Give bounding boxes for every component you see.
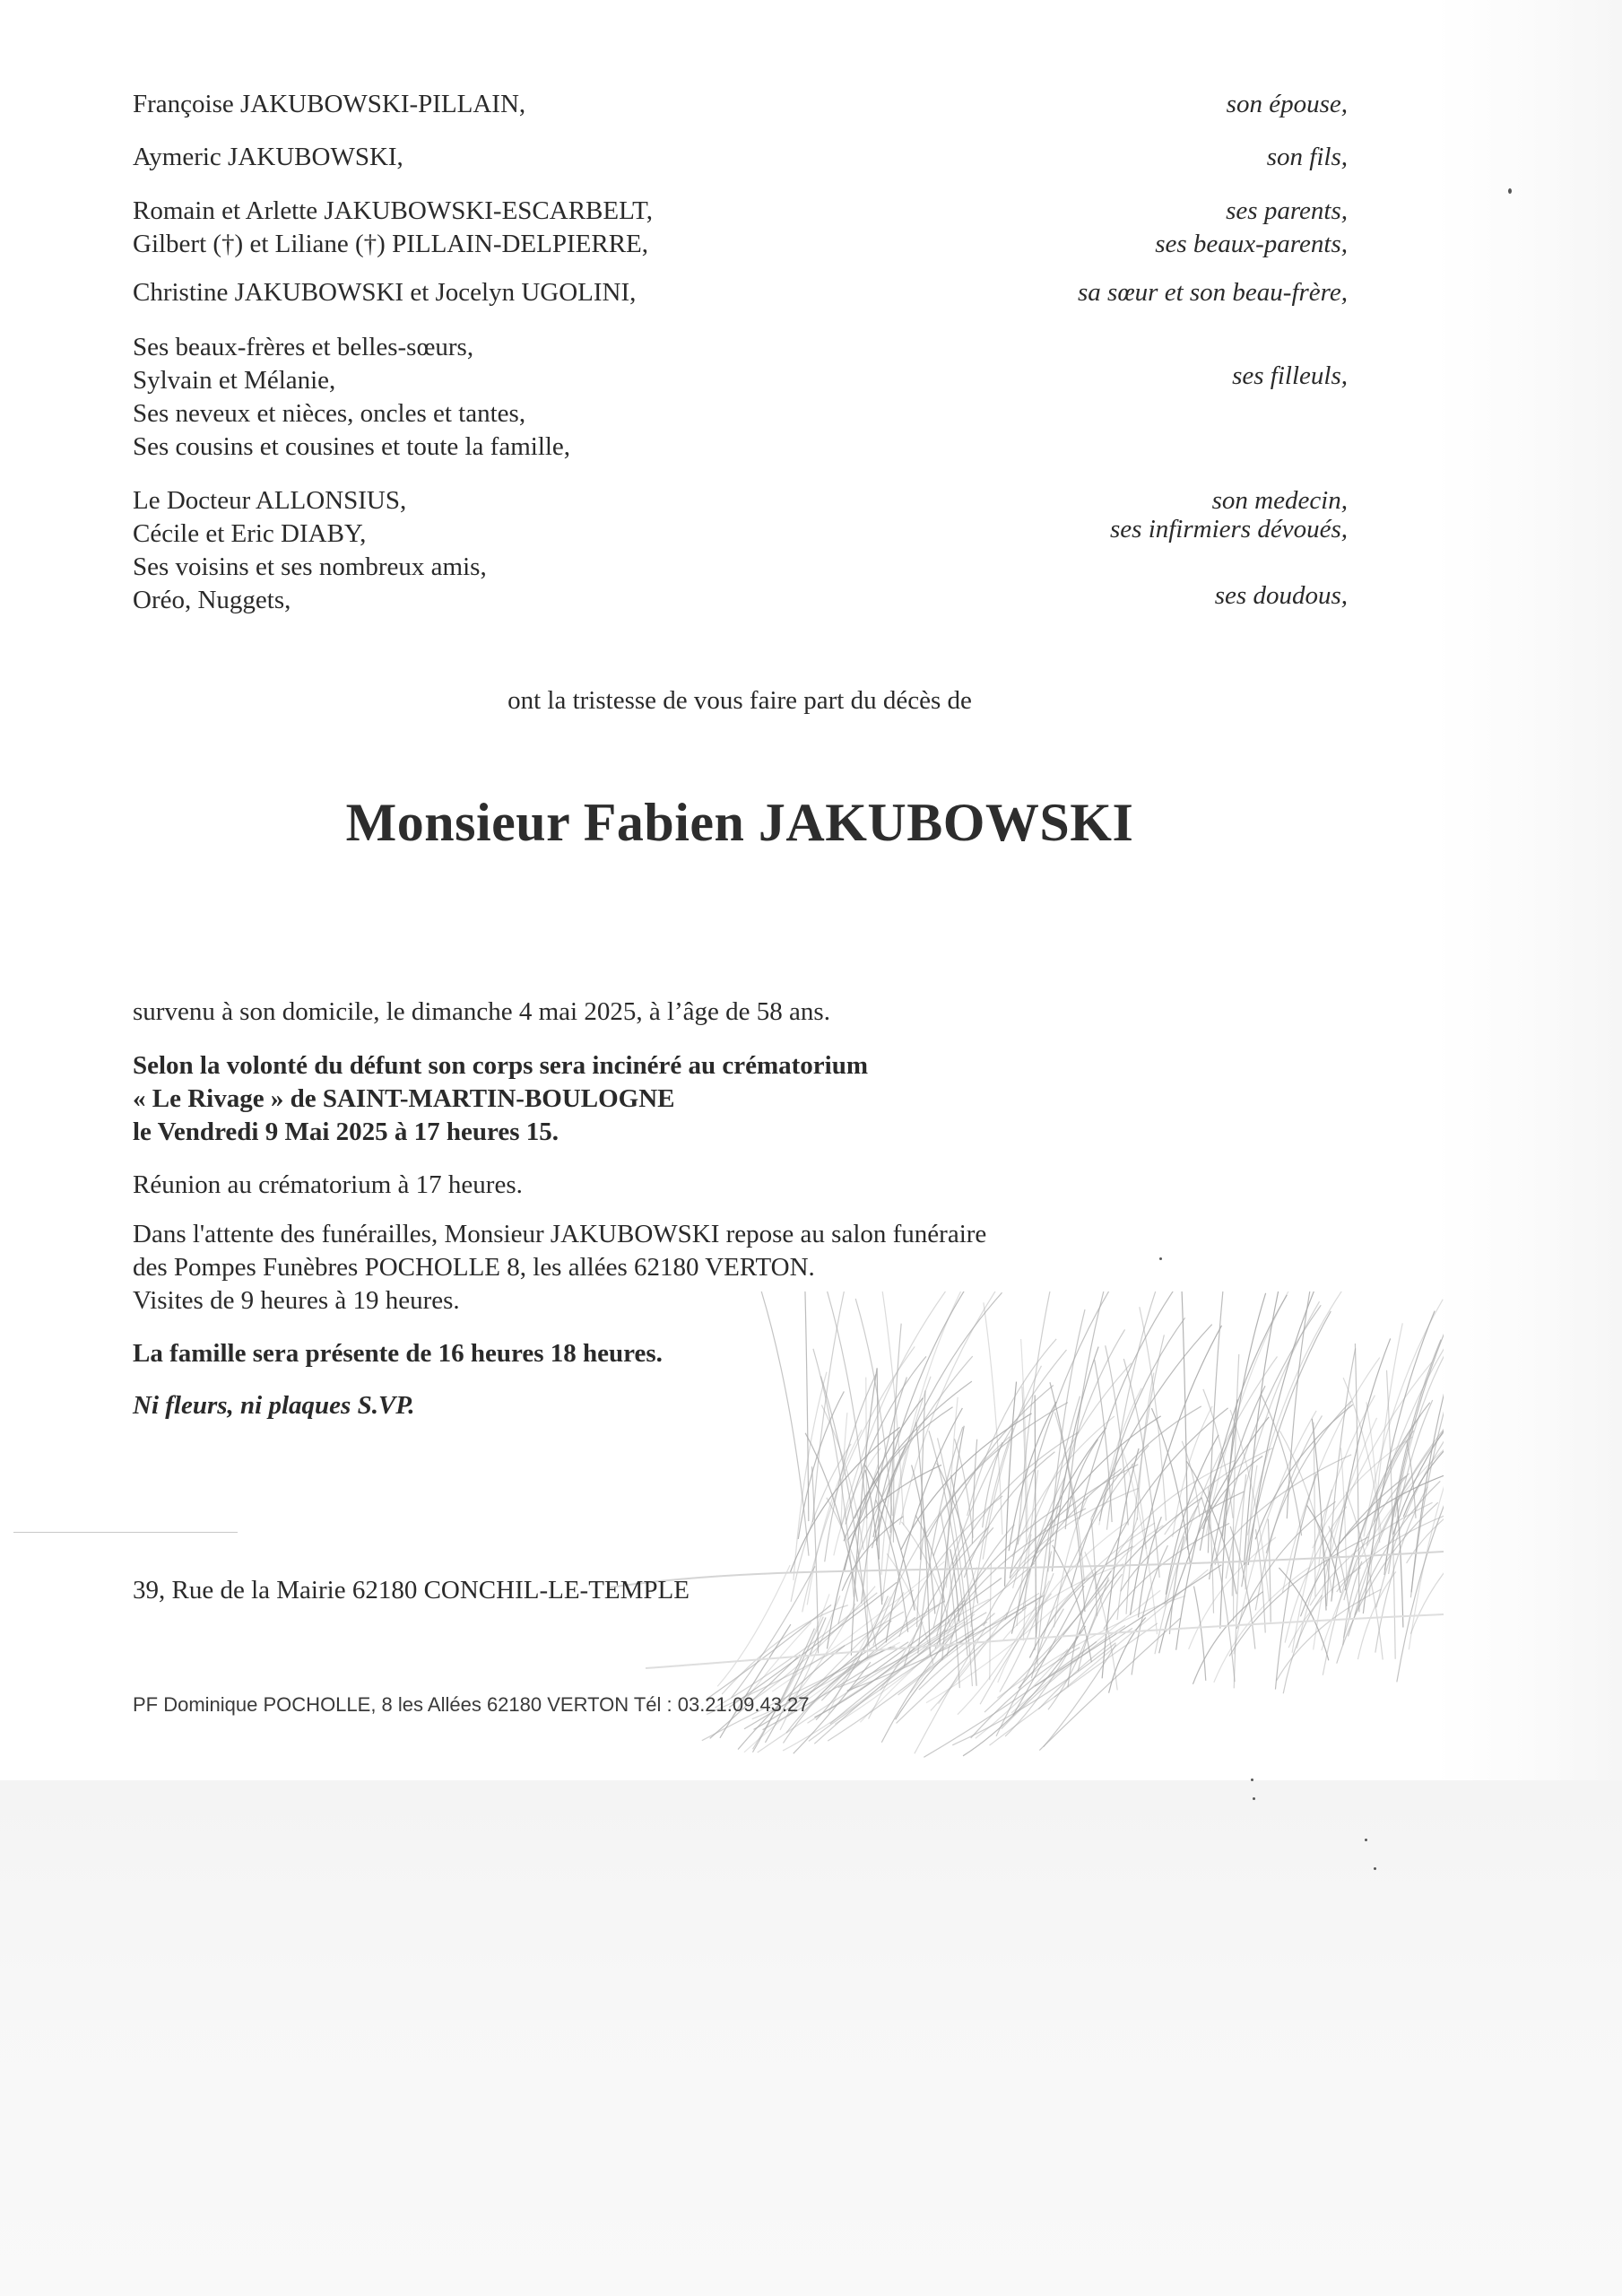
family-name-4: Gilbert (†) et Liliane (†) PILLAIN-DELPIERRE, [133,230,649,258]
family-relation-10: son medecin, [1211,486,1348,515]
family-relation-7: ses filleuls, [1232,361,1348,390]
grass-blade [1393,1350,1444,1535]
grass-blade [1277,1589,1382,1681]
grass-blade [1099,1318,1184,1521]
grass-blade [825,1374,876,1561]
grass-blade [717,1565,790,1686]
grass-blade [931,1613,1008,1711]
grass-blade [794,1372,827,1580]
announcement-intro: ont la tristesse de vous faire part du décès de [507,686,972,715]
family-name-3: Romain et Arlette JAKUBOWSKI-ESCARBELT, [133,196,653,225]
grass-blade [834,1448,880,1556]
grass-blade [1410,1526,1444,1634]
family-name-8: Ses neveux et nièces, oncles et tantes, [133,399,526,428]
family-name-9: Ses cousins et cousines et toute la famille, [133,432,571,461]
family-name-13: Oréo, Nuggets, [133,586,291,614]
grass-blade [803,1292,809,1521]
family-relation-11: ses infirmiers dévoués, [1110,515,1348,544]
grass-blade [715,1593,877,1708]
grass-blade [1389,1400,1433,1574]
scan-speck [1508,188,1512,194]
grass-blade [955,1439,974,1538]
grass-blade [1337,1502,1438,1663]
meeting-notice: Réunion au crématorium à 17 heures. [133,1170,523,1199]
scan-speck [1159,1257,1162,1260]
grass-blade [755,1292,809,1556]
family-relation-1: son épouse, [1226,90,1348,118]
family-name-7: Sylvain et Mélanie, [133,366,336,395]
scan-speck [1365,1839,1367,1841]
scan-speck [1253,1797,1255,1800]
family-name-2: Aymeric JAKUBOWSKI, [133,143,403,171]
faint-rule [13,1532,238,1533]
grass-blade [1364,1300,1443,1537]
family-name-5: Christine JAKUBOWSKI et Jocelyn UGOLINI, [133,278,637,307]
family-address: 39, Rue de la Mairie 62180 CONCHIL-LE-TEMPLE [133,1576,690,1605]
cremation-line-2: « Le Rivage » de SAINT-MARTIN-BOULOGNE [133,1084,675,1113]
no-flowers-notice: Ni fleurs, ni plaques S.VP. [133,1391,415,1420]
grass-blade [1193,1592,1262,1684]
grass-blade [1247,1292,1347,1535]
grass-blade [865,1470,882,1605]
visits-notice: Visites de 9 heures à 19 heures. [133,1286,460,1315]
grass-blade [1116,1460,1235,1555]
grass-blade [1131,1326,1222,1615]
grass-blade [1002,1625,1125,1728]
scan-speck [1374,1867,1376,1870]
dune-grass-illustration [610,1292,1444,1794]
grass-blade [812,1292,861,1522]
family-relation-2: son fils, [1266,143,1348,171]
family-relation-3: ses parents, [1226,196,1348,225]
deceased-name: Monsieur Fabien JAKUBOWSKI [345,793,1134,852]
grass-blade [1343,1378,1381,1532]
family-relation-4: ses beaux-parents, [1155,230,1348,258]
grass-blade [924,1641,1097,1757]
family-name-10: Le Docteur ALLONSIUS, [133,486,407,515]
grass-blade [1242,1311,1331,1587]
grass-blade [990,1563,992,1680]
rest-line-1: Dans l'attente des funérailles, Monsieur JAKUBOWSKI repose au salon funéraire [133,1220,987,1248]
death-notice: survenu à son domicile, le dimanche 4 mai 2025, à l’âge de 58 ans. [133,997,830,1026]
cremation-line-3: le Vendredi 9 Mai 2025 à 17 heures 15. [133,1118,559,1146]
family-name-6: Ses beaux-frères et belles-sœurs, [133,333,474,361]
funeral-home-footer: PF Dominique POCHOLLE, 8 les Allées 62180 VERTON Tél : 03.21.09.43.27 [133,1693,810,1716]
family-presence: La famille sera présente de 16 heures 18 heures. [133,1339,663,1368]
grass-blade [1106,1292,1169,1530]
rest-line-2: des Pompes Funèbres POCHOLLE 8, les allées 62180 VERTON. [133,1253,815,1282]
family-name-11: Cécile et Eric DIABY, [133,519,367,548]
grass-blade [873,1292,979,1537]
grass-blade [1206,1292,1321,1535]
scan-bottom-area [0,1780,1622,2296]
scan-margin [1435,0,1622,1780]
family-name-1: Françoise JAKUBOWSKI-PILLAIN, [133,90,526,118]
family-relation-13: ses doudous, [1214,581,1348,610]
scan-speck [1251,1779,1253,1781]
grass-blade [1397,1410,1444,1683]
cremation-line-1: Selon la volonté du défunt son corps sera incinéré au crématorium [133,1051,869,1080]
family-relation-5: sa sœur et son beau-frère, [1078,278,1348,307]
family-name-12: Ses voisins et ses nombreux amis, [133,552,487,581]
